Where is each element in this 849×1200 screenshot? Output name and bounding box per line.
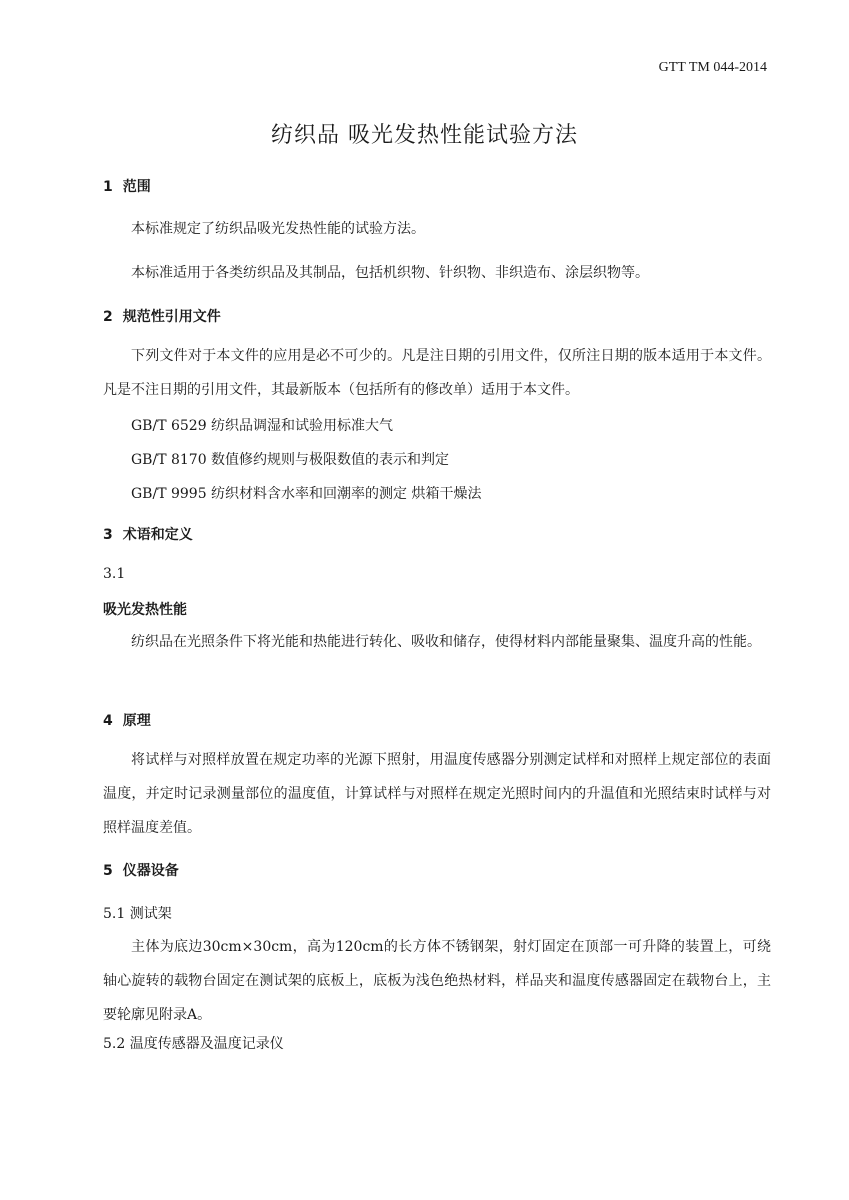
- section-number: 5: [103, 863, 113, 879]
- section-title: 术语和定义: [122, 527, 193, 543]
- document-title: 纺织品 吸光发热性能试验方法: [271, 123, 578, 148]
- section-title: 范围: [122, 179, 151, 195]
- section-title: 仪器设备: [122, 863, 179, 879]
- section-number: 2: [103, 309, 113, 325]
- subsection-number: 3.1: [103, 566, 126, 582]
- subsection-5-2-heading: 5.2 温度传感器及温度记录仪: [103, 1036, 284, 1052]
- subsection-5-1-heading: 5.1 测试架: [103, 906, 172, 922]
- section-number: 1: [103, 179, 113, 195]
- section-2-paragraph-1: 下列文件对于本文件的应用是必不可少的。凡是注日期的引用文件，仅所注日期的版本适用于本文件。凡是不注日期的引用文件，其最新版本（包括所有的修改单）适用于本文件。: [103, 348, 771, 398]
- section-1-paragraph-1: 本标准规定了纺织品吸光发热性能的试验方法。: [131, 221, 425, 237]
- term-name: 吸光发热性能: [103, 602, 187, 618]
- section-number: 4: [103, 713, 113, 729]
- term-definition: 纺织品在光照条件下将光能和热能进行转化、吸收和储存，使得材料内部能量聚集、温度升高的性能。: [131, 634, 761, 650]
- section-title: 原理: [122, 713, 151, 729]
- section-4-heading: [103, 710, 151, 730]
- section-1-paragraph-2: 本标准适用于各类纺织品及其制品，包括机织物、针织物、非织造布、涂层织物等。: [131, 265, 649, 281]
- reference-item: GB/T 6529 纺织品调湿和试验用标准大气: [131, 418, 394, 434]
- section-5-1-paragraph: 主体为底边30cm×30cm，高为120cm的长方体不锈钢架，射灯固定在顶部一可升降的装置上，可绕轴心旋转的载物台固定在测试架的底板上，底板为浅色绝热材料，样品夹和温度传感器固定在载物台上，主要轮廓见附录A。: [103, 939, 771, 1023]
- section-title: 规范性引用文件: [122, 309, 221, 325]
- reference-item: GB/T 8170 数值修约规则与极限数值的表示和判定: [131, 452, 450, 468]
- section-number: 3: [103, 527, 113, 543]
- section-5-heading: [103, 860, 179, 880]
- section-3-heading: [103, 524, 193, 544]
- section-1-heading: [103, 176, 151, 196]
- document-code: GTT TM 044-2014: [658, 60, 767, 75]
- section-2-heading: [103, 306, 221, 326]
- section-4-paragraph-1: 将试样与对照样放置在规定功率的光源下照射，用温度传感器分别测定试样和对照样上规定部位的表面温度，并定时记录测量部位的温度值，计算试样与对照样在规定光照时间内的升温值和光照结束时试样与对照样温度差值。: [103, 752, 771, 836]
- reference-item: GB/T 9995 纺织材料含水率和回潮率的测定 烘箱干燥法: [131, 486, 482, 502]
